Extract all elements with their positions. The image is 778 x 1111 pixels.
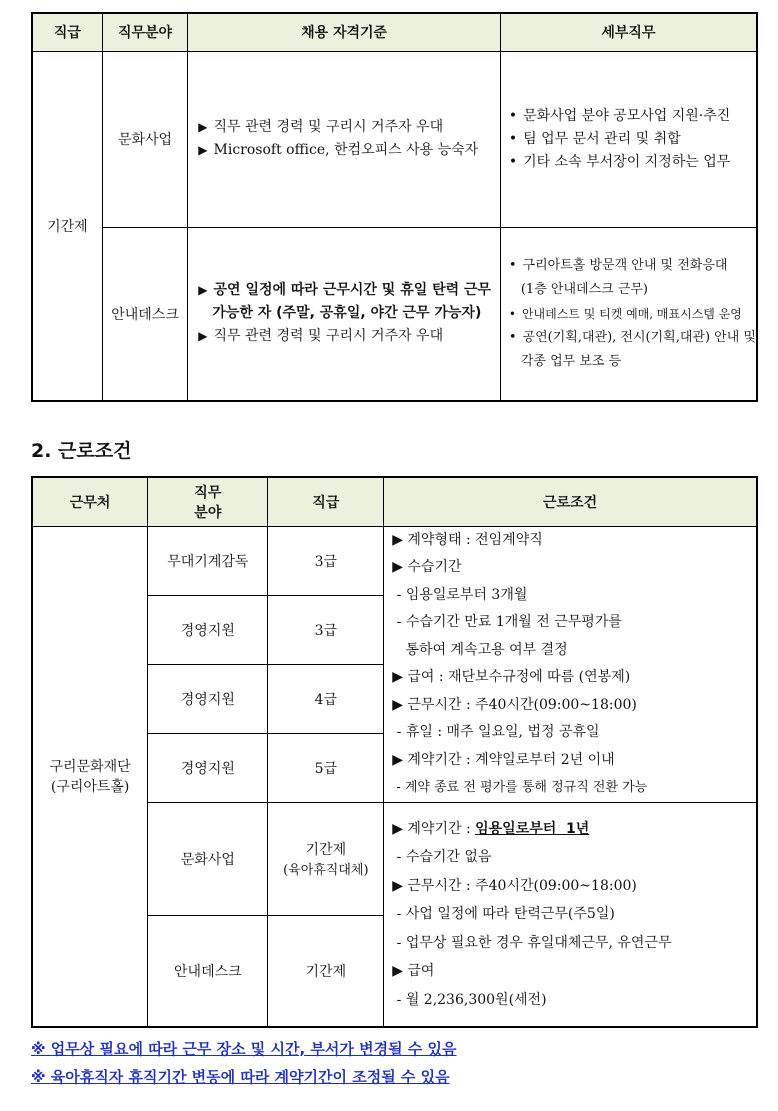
- header-qualification: 채용 자격기준: [188, 13, 501, 51]
- grade-cell: 3급: [268, 595, 384, 664]
- field-cell: 경영지원: [148, 733, 268, 802]
- header-duties: 세부직무: [500, 13, 757, 51]
- field-cell: 경영지원: [148, 664, 268, 733]
- header-grade: 직급: [268, 477, 384, 526]
- footnote: ※ 육아휴직자 휴직기간 변동에 따라 계약기간이 조정될 수 있음: [31, 1068, 450, 1086]
- field-cell: 안내데스크: [102, 227, 188, 401]
- field-cell: 무대기계감독: [148, 526, 268, 595]
- recruitment-criteria-table: [31, 12, 758, 402]
- duties-cell: • 구리아트홀 방문객 안내 및 전화응대 (1층 안내데스크 근무) • 안내데스트 및 티켓 예매, 매표시스템 운영 • 공연(기획,대관), 전시(기획,대관) 안내 및 각종 업무 보조 등: [500, 227, 757, 401]
- qualification-cell: ▶ 직무 관련 경력 및 구리시 거주자 우대 ▶ Microsoft office, 한컴오피스 사용 능숙자: [188, 51, 501, 227]
- header-field: 직무 분야: [148, 477, 268, 526]
- field-cell: 문화사업: [148, 802, 268, 915]
- grade-cell: 4급: [268, 664, 384, 733]
- qualification-cell: ▶ 공연 일정에 따라 근무시간 및 휴일 탄력 근무 가능한 자 (주말, 공휴일, 야간 근무 가능자) ▶ 직무 관련 경력 및 구리시 거주자 우대: [188, 227, 501, 401]
- footnote: ※ 업무상 필요에 따라 근무 장소 및 시간, 부서가 변경될 수 있음: [31, 1040, 457, 1058]
- bullet-triangle-icon: ▶: [198, 120, 208, 134]
- field-cell: 경영지원: [148, 595, 268, 664]
- bullet-triangle-icon: ▶: [198, 143, 208, 157]
- conditions-cell-permanent: ▶ 계약형태 : 전임계약직 ▶ 수습기간 - 임용일로부터 3개월 - 수습기간 만료 1개월 전 근무평가를 통하여 계속고용 여부 결정 ▶ 급여 : 재단보수규정에 따름 (연봉제) ▶ 근무시간 : 주40시간(09:00~18:00) - 휴일 : 매주 일요일, 법정 공휴일 ▶ 계약기간 : 계약일로부터 2년 이내 - 계약 종료 전 평가를 통해 정규직 전환 가능: [384, 526, 757, 802]
- working-conditions-table: [31, 476, 758, 1028]
- section-title: 2. 근로조건: [31, 440, 132, 462]
- grade-cell: 기간제 (육아휴직대체): [268, 802, 384, 915]
- bullet-triangle-icon: ▶: [198, 329, 208, 344]
- header-workplace: 근무처: [32, 477, 148, 526]
- conditions-cell-fixed-term: ▶ 계약기간 : 임용일로부터 1년 - 수습기간 없음 ▶ 근무시간 : 주40시간(09:00~18:00) - 사업 일정에 따라 탄력근무(주5일) - 업무상 필요한 경우 휴일대체근무, 유연근무 ▶ 급여 - 월 2,236,300원(세전): [384, 802, 757, 1027]
- workplace-cell: 구리문화재단 (구리아트홀): [32, 526, 148, 1027]
- field-cell: 안내데스크: [148, 915, 268, 1027]
- grade-cell: 5급: [268, 733, 384, 802]
- grade-cell: 기간제: [268, 915, 384, 1027]
- grade-cell: 기간제: [32, 51, 102, 401]
- header-conditions: 근로조건: [384, 477, 757, 526]
- grade-cell: 3급: [268, 526, 384, 595]
- bullet-triangle-icon: ▶: [198, 283, 208, 298]
- duties-cell: • 문화사업 분야 공모사업 지원·추진 • 팀 업무 문서 관리 및 취합 • 기타 소속 부서장이 지정하는 업무: [500, 51, 757, 227]
- header-field: 직무분야: [102, 13, 188, 51]
- field-cell: 문화사업: [102, 51, 188, 227]
- header-grade: 직급: [32, 13, 102, 51]
